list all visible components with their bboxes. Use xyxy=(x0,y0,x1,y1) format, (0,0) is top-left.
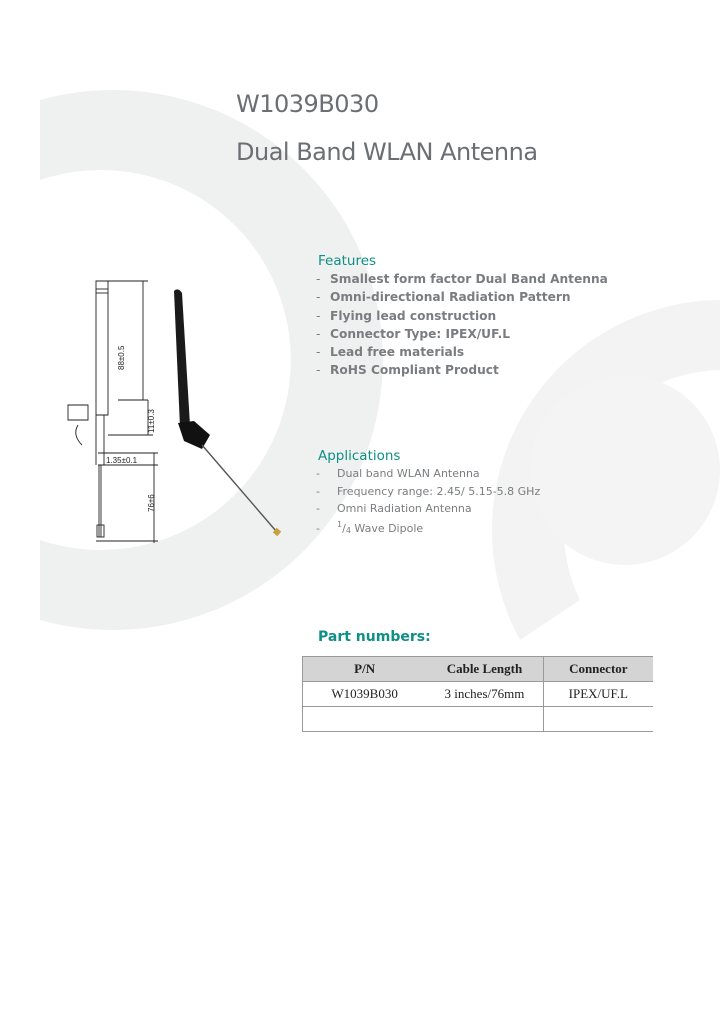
feature-item: - Omni-directional Radiation Pattern xyxy=(316,290,571,305)
application-item: - $^1/_4$ Wave Dipole xyxy=(316,519,424,535)
column-header-cable-length: Cable Length xyxy=(426,657,543,682)
dimension-drawing xyxy=(58,275,168,547)
cell-pn: W1039B030 xyxy=(303,682,427,707)
antenna-hinge xyxy=(178,421,210,449)
feature-item: - RoHS Compliant Product xyxy=(316,363,499,378)
part-numbers-heading: Part numbers: xyxy=(318,629,431,645)
drawing-joint xyxy=(68,405,88,420)
features-heading: Features xyxy=(318,253,377,269)
dim-diameter-label: 1.35±0.1 xyxy=(106,456,138,465)
table-row xyxy=(303,682,654,707)
antenna-cable xyxy=(202,445,276,531)
drawing-antenna-body xyxy=(96,281,108,415)
model-title: W1039B030 xyxy=(236,90,379,118)
product-subtitle: Dual Band WLAN Antenna xyxy=(236,138,538,166)
application-item: - Omni Radiation Antenna xyxy=(316,502,472,516)
background-circle-small xyxy=(530,375,720,565)
antenna-illustration xyxy=(160,285,290,545)
feature-item: - Connector Type: IPEX/UF.L xyxy=(316,326,510,341)
cell-connector xyxy=(543,707,653,732)
feature-item: - Smallest form factor Dual Band Antenna xyxy=(316,272,608,286)
dim-joint-label: 11±0.3 xyxy=(147,409,156,433)
feature-item: - Lead free materials xyxy=(316,345,465,360)
application-item: - Frequency range: 2.45/ 5.15-5.8 GHz xyxy=(316,484,541,498)
applications-heading: Applications xyxy=(318,448,401,464)
applications-list xyxy=(316,467,540,537)
antenna-whip xyxy=(174,289,190,427)
part-numbers-table xyxy=(302,656,653,732)
column-header-connector: Connector xyxy=(543,657,653,682)
table-row xyxy=(303,707,654,732)
dim-cable-label: 76±6 xyxy=(147,494,156,512)
application-item: - Dual band WLAN Antenna xyxy=(316,467,480,480)
table-header-row xyxy=(303,657,654,682)
cell-cable-length xyxy=(426,707,543,732)
feature-item: - Flying lead construction xyxy=(316,308,497,323)
column-header-pn: P/N xyxy=(303,657,427,682)
cell-cable-length: 3 inches/76mm xyxy=(426,682,543,707)
features-list xyxy=(316,272,608,382)
cell-pn xyxy=(303,707,427,732)
cell-connector: IPEX/UF.L xyxy=(543,682,653,707)
dim-length-label: 88±0.5 xyxy=(117,345,126,370)
